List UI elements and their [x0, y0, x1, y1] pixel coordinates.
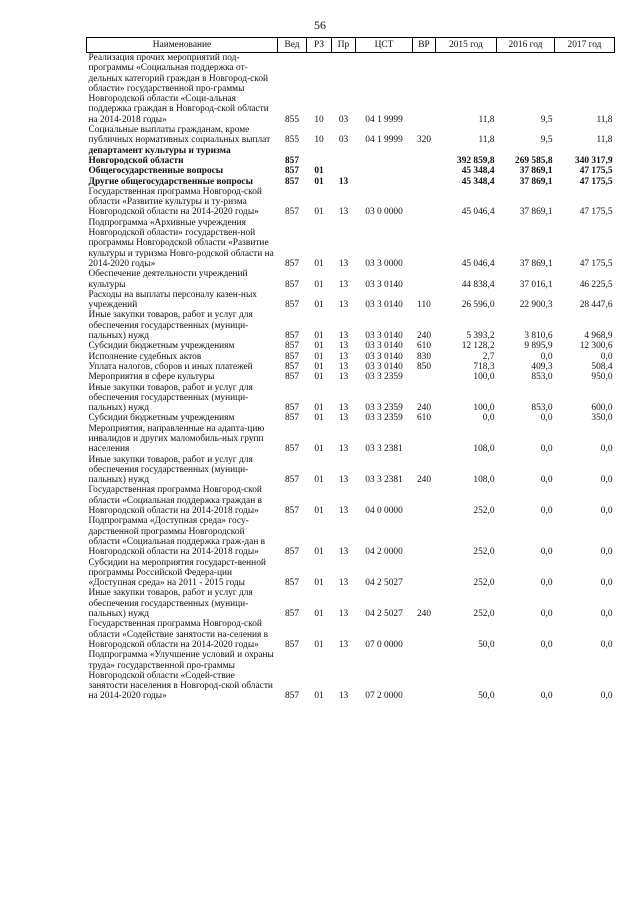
- cell-name: Подпрограмма «Улучшение условий и охраны труда» государственной про-граммы Новгородской области «Содей-ствие занятости населения в Новгород-ской области на 2014-2020 годы»: [88, 650, 274, 702]
- cell-2015: 45 348,4: [461, 176, 495, 187]
- cell-vr: [413, 619, 436, 650]
- cell-name: Общегосударственные вопросы: [88, 166, 224, 177]
- table-row: [87, 146, 615, 167]
- cell-vr: [413, 485, 436, 516]
- cell-ved: 857: [284, 547, 300, 558]
- cell-rz: 01: [314, 403, 324, 414]
- cell-cst: 03 3 2359: [365, 413, 403, 424]
- cell-ved: 857: [284, 361, 300, 372]
- cell-2017: 46 225,5: [579, 279, 613, 290]
- cell-2015: 108,0: [473, 475, 495, 486]
- cell-vr: [413, 650, 436, 701]
- table-row: [87, 588, 615, 619]
- cell-2015: 2,7: [482, 351, 495, 362]
- cell-2016: 37 016,1: [519, 279, 553, 290]
- table-row: [87, 341, 615, 351]
- cell-cst: 03 3 2359: [365, 403, 403, 414]
- cell-cst: 03 3 2359: [365, 372, 403, 383]
- cell-2017: 0,0: [600, 475, 613, 486]
- cell-name: Социальные выплаты гражданам, кроме публичных нормативных социальных выплат: [88, 125, 271, 146]
- cell-2017: 0,0: [600, 639, 613, 650]
- cell-ved: 857: [284, 372, 300, 383]
- cell-2016: 37 869,1: [519, 176, 553, 187]
- cell-rz: 01: [314, 372, 324, 383]
- cell-2016: 0,0: [540, 578, 553, 589]
- cell-2017: 0,0: [600, 691, 613, 702]
- cell-vr: [413, 166, 436, 176]
- cell-2015: 50,0: [478, 639, 495, 650]
- cell-cst: 07 0 0000: [365, 639, 403, 650]
- table-row: [87, 619, 615, 650]
- table-row: [87, 177, 615, 187]
- cell-rz: 01: [314, 691, 324, 702]
- cell-name: Расходы на выплаты персоналу казен-ных учреждений: [88, 289, 257, 311]
- cell-ved: 857: [284, 609, 300, 620]
- cell-vr: 110: [417, 300, 431, 311]
- table-row: [87, 187, 615, 218]
- cell-ved: 857: [284, 331, 300, 342]
- cell-2015: 100,0: [473, 372, 495, 383]
- cell-vr: 610: [416, 341, 432, 352]
- cell-2016: 9,5: [540, 135, 553, 146]
- cell-pr: 03: [338, 135, 349, 146]
- cell-rz: 01: [314, 300, 324, 311]
- table-row: [87, 485, 615, 516]
- cell-pr: 13: [338, 341, 349, 352]
- cell-2017: 11,8: [596, 114, 613, 125]
- cell-cst: [356, 166, 413, 176]
- cell-2017: 600,0: [591, 403, 613, 414]
- cell-pr: 13: [338, 475, 349, 486]
- cell-name: Реализация прочих мероприятий под-программы «Социальная поддержка от-дельных категорий граждан в Новгород-ской области» государственной про-граммы Новгородской области «Соци-альная поддержка граждан в Новгород-ской области на 2014-2018 годы»: [88, 53, 269, 125]
- cell-rz: 10: [314, 135, 324, 146]
- cell-vr: 240: [416, 609, 432, 620]
- cell-name: Обеспечение деятельности учреждений культуры: [88, 269, 248, 290]
- cell-name: Мероприятия, направленные на адапта-цию инвалидов и других маломобиль-ных групп населения: [88, 423, 265, 455]
- table-row: [87, 372, 615, 382]
- cell-rz: 01: [314, 361, 324, 372]
- cell-cst: 04 0 0000: [365, 506, 403, 517]
- cell-2016: 0,0: [540, 691, 553, 702]
- cell-2017: 0,0: [600, 444, 613, 455]
- col-header-pr: Пр: [332, 38, 356, 53]
- cell-rz: 01: [314, 166, 324, 177]
- cell-2015: 11,8: [478, 135, 495, 146]
- cell-name: Уплата налогов, сборов и иных платежей: [88, 361, 253, 372]
- cell-name: Субсидии бюджетным учреждениям: [88, 341, 235, 352]
- cell-pr: 13: [338, 691, 349, 702]
- page-number: 56: [314, 18, 326, 32]
- cell-2015: 252,0: [473, 609, 495, 620]
- cell-pr: 13: [338, 403, 349, 414]
- cell-2016: 409,3: [531, 361, 553, 372]
- cell-vr: [413, 218, 436, 269]
- cell-rz: 01: [314, 578, 324, 589]
- cell-rz: 01: [314, 176, 324, 187]
- col-header-rz: РЗ: [307, 38, 332, 53]
- table-row: [87, 558, 615, 589]
- cell-2016: 0,0: [540, 475, 553, 486]
- cell-cst: 04 2 0000: [365, 547, 403, 558]
- cell-ved: 857: [284, 258, 300, 269]
- cell-2015: 50,0: [478, 691, 495, 702]
- table-row: [87, 290, 615, 311]
- table-row: [87, 53, 615, 126]
- cell-name: Подпрограмма «Архивные учреждения Новгородской области» государствен-ной программы Новгородской области «Развитие культуры и туризма Новго-родской области на 2014-2020 годы»: [88, 217, 274, 269]
- cell-pr: 13: [338, 331, 349, 342]
- cell-rz: 01: [314, 475, 324, 486]
- cell-name: Подпрограмма «Доступная среда» госу-дарственной программы Новгородской области «Социальная поддержка граж-дан в Новгородской области на 2014-2018 годы»: [88, 516, 266, 558]
- cell-rz: 01: [314, 639, 324, 650]
- cell-name: Государственная программа Новгород-ской области «Содействие занятости на-селения в Новгородской области на 2014-2020 годы»: [88, 619, 269, 650]
- cell-cst: 03 3 2381: [365, 444, 403, 455]
- cell-ved: 857: [284, 166, 300, 177]
- cell-2015: 45 348,4: [461, 166, 495, 177]
- table-row: [87, 424, 615, 455]
- cell-ved: 857: [284, 341, 300, 352]
- cell-rz: [307, 146, 332, 167]
- cell-2015: 44 838,4: [461, 279, 495, 290]
- cell-name: Иные закупки товаров, работ и услуг для обеспечения государственных (муници-пальных) нужд: [88, 454, 253, 486]
- cell-name: Субсидии на мероприятия государст-венной программы Российской Федера-ции «Доступная среда» на 2011 - 2015 годы: [88, 557, 266, 589]
- cell-cst: 03 3 0140: [365, 331, 403, 342]
- cell-rz: 01: [314, 207, 324, 218]
- cell-name: Иные закупки товаров, работ и услуг для обеспечения государственных (муници-пальных) нужд: [88, 310, 253, 342]
- cell-cst: [356, 146, 413, 167]
- cell-2015: 108,0: [473, 444, 495, 455]
- cell-2016: 0,0: [540, 413, 553, 424]
- cell-cst: 03 3 0140: [365, 341, 403, 352]
- cell-name: департамент культуры и туризма Новгородской области: [88, 145, 231, 166]
- cell-2016: 0,0: [540, 639, 553, 650]
- cell-2017: 0,0: [600, 506, 613, 517]
- cell-2017: 0,0: [600, 609, 613, 620]
- cell-ved: 857: [284, 475, 300, 486]
- table-body: [87, 53, 615, 702]
- col-header-2016: 2016 год: [497, 38, 555, 53]
- cell-ved: 857: [284, 300, 300, 311]
- cell-vr: 610: [416, 413, 432, 424]
- cell-vr: 240: [416, 331, 432, 342]
- cell-cst: 03 3 2381: [365, 475, 403, 486]
- table-row: [87, 383, 615, 414]
- cell-ved: 857: [284, 176, 300, 187]
- cell-2016: 3 810,6: [524, 331, 553, 342]
- cell-name: Иные закупки товаров, работ и услуг для обеспечения государственных (муници-пальных) нужд: [88, 588, 253, 620]
- cell-rz: 01: [314, 331, 324, 342]
- cell-ved: 855: [284, 114, 300, 125]
- cell-ved: 857: [284, 506, 300, 517]
- table-row: [87, 310, 615, 341]
- cell-2017: 47 175,5: [579, 207, 613, 218]
- cell-vr: [413, 269, 436, 290]
- cell-cst: 03 3 0140: [365, 361, 403, 372]
- table-row: [87, 166, 615, 176]
- cell-pr: [332, 146, 356, 167]
- cell-2017: 28 447,6: [579, 300, 613, 311]
- cell-2016: 22 900,3: [519, 300, 553, 311]
- cell-vr: 830: [416, 351, 432, 362]
- cell-rz: 01: [314, 413, 324, 424]
- cell-2016: 0,0: [540, 444, 553, 455]
- col-header-2017: 2017 год: [555, 38, 615, 53]
- table-row: [87, 650, 615, 701]
- cell-cst: 03 3 0000: [365, 258, 403, 269]
- cell-2015: 45 046,4: [461, 258, 495, 269]
- cell-2016: 853,0: [531, 403, 553, 414]
- cell-2015: 5 393,2: [466, 331, 495, 342]
- cell-rz: 01: [314, 341, 324, 352]
- table-row: [87, 125, 615, 146]
- cell-rz: 01: [314, 351, 324, 362]
- cell-2017: 47 175,5: [579, 258, 613, 269]
- cell-vr: [413, 558, 436, 589]
- cell-vr: [413, 372, 436, 382]
- cell-pr: [332, 166, 356, 176]
- cell-rz: 10: [314, 114, 324, 125]
- cell-vr: 850: [416, 361, 432, 372]
- cell-2015: 252,0: [473, 506, 495, 517]
- cell-pr: 13: [338, 351, 349, 362]
- cell-vr: [413, 187, 436, 218]
- cell-2017: 0,0: [600, 578, 613, 589]
- cell-vr: [413, 177, 436, 187]
- cell-2016: 37 869,1: [519, 207, 553, 218]
- cell-ved: 857: [284, 403, 300, 414]
- table-row: [87, 413, 615, 423]
- cell-ved: 857: [284, 207, 300, 218]
- cell-2016: 9,5: [540, 114, 553, 125]
- cell-vr: 240: [416, 403, 432, 414]
- table-row: [87, 362, 615, 372]
- cell-rz: 01: [314, 258, 324, 269]
- cell-2016: 9 895,9: [524, 341, 553, 352]
- cell-2017: 4 968,9: [584, 331, 613, 342]
- cell-cst: 03 3 0140: [365, 351, 403, 362]
- cell-2017: 340 317,9: [575, 155, 613, 166]
- cell-pr: 13: [338, 279, 349, 290]
- table-row: [87, 455, 615, 486]
- cell-ved: 857: [284, 279, 300, 290]
- cell-2017: 0,0: [600, 351, 613, 362]
- cell-pr: 13: [338, 506, 349, 517]
- table-row: [87, 218, 615, 269]
- table-row: [87, 516, 615, 557]
- cell-pr: 13: [338, 547, 349, 558]
- cell-pr: 13: [338, 372, 349, 383]
- cell-2015: 0,0: [482, 413, 495, 424]
- cell-2017: 47 175,5: [579, 176, 613, 187]
- cell-2015: 11,8: [478, 114, 495, 125]
- cell-name: Исполнение судебных актов: [88, 351, 202, 362]
- cell-2016: 0,0: [540, 609, 553, 620]
- cell-2017: 950,0: [591, 372, 613, 383]
- table-header: [87, 38, 615, 53]
- cell-2015: 718,3: [473, 361, 495, 372]
- cell-2017: 47 175,5: [579, 166, 613, 177]
- cell-pr: 13: [338, 207, 349, 218]
- cell-pr: 13: [338, 609, 349, 620]
- cell-ved: 855: [284, 135, 300, 146]
- cell-pr: 13: [338, 300, 349, 311]
- cell-cst: [356, 177, 413, 187]
- cell-pr: 13: [338, 176, 349, 187]
- cell-name: Мероприятия в сфере культуры: [88, 372, 215, 383]
- cell-vr: [413, 53, 436, 126]
- cell-2015: 45 046,4: [461, 207, 495, 218]
- cell-2015: 12 128,2: [461, 341, 495, 352]
- table-row: [87, 269, 615, 290]
- cell-2017: 11,8: [596, 135, 613, 146]
- cell-ved: 857: [284, 444, 300, 455]
- cell-ved: 857: [284, 639, 300, 650]
- cell-pr: 13: [338, 444, 349, 455]
- cell-2015: 252,0: [473, 547, 495, 558]
- cell-name: Иные закупки товаров, работ и услуг для обеспечения государственных (муници-пальных) нужд: [88, 382, 253, 414]
- cell-cst: 04 1 9999: [365, 135, 403, 146]
- cell-vr: [413, 146, 436, 167]
- cell-cst: 04 2 5027: [365, 609, 403, 620]
- cell-rz: 01: [314, 547, 324, 558]
- cell-cst: 03 0 0000: [365, 207, 403, 218]
- col-header-2015: 2015 год: [436, 38, 497, 53]
- cell-pr: 13: [338, 258, 349, 269]
- cell-cst: 04 1 9999: [365, 114, 403, 125]
- col-header-name: Наименование: [87, 38, 278, 53]
- cell-cst: 03 3 0140: [365, 279, 403, 290]
- cell-name: Государственная программа Новгород-ской области «Социальная поддержка граждан в Новгородской области на 2014-2018 годы»: [88, 485, 262, 517]
- col-header-vr: ВР: [413, 38, 436, 53]
- cell-vr: [413, 424, 436, 455]
- cell-2015: 392 859,8: [457, 155, 495, 166]
- col-header-ved: Вед: [278, 38, 307, 53]
- cell-2015: 26 596,0: [461, 300, 495, 311]
- cell-2017: 350,0: [591, 413, 613, 424]
- cell-rz: 01: [314, 279, 324, 290]
- cell-pr: 13: [338, 361, 349, 372]
- cell-ved: 857: [284, 578, 300, 589]
- cell-2016: 0,0: [540, 547, 553, 558]
- cell-pr: 13: [338, 578, 349, 589]
- cell-pr: 13: [338, 413, 349, 424]
- cell-cst: 07 2 0000: [365, 691, 403, 702]
- cell-2016: 0,0: [540, 506, 553, 517]
- cell-vr: [413, 516, 436, 557]
- cell-cst: 04 2 5027: [365, 578, 403, 589]
- cell-name: Государственная программа Новгород-ской области «Развитие культуры и ту-ризма Новгородской области на 2014-2020 годы»: [88, 186, 262, 218]
- cell-2017: 12 300,6: [579, 341, 613, 352]
- cell-2015: 252,0: [473, 578, 495, 589]
- cell-rz: 01: [314, 506, 324, 517]
- cell-ved: 857: [284, 155, 300, 166]
- cell-2016: 269 585,8: [515, 155, 553, 166]
- col-header-cst: ЦСТ: [356, 38, 413, 53]
- cell-2016: 37 869,1: [519, 166, 553, 177]
- cell-2016: 37 869,1: [519, 258, 553, 269]
- cell-2017: 508,4: [591, 361, 613, 372]
- cell-ved: 857: [284, 351, 300, 362]
- cell-2016: 0,0: [540, 351, 553, 362]
- cell-2017: 0,0: [600, 547, 613, 558]
- cell-vr: 320: [416, 135, 432, 146]
- cell-ved: 857: [284, 691, 300, 702]
- cell-cst: 03 3 0140: [365, 300, 403, 311]
- cell-pr: 13: [338, 639, 349, 650]
- cell-name: Субсидии бюджетным учреждениям: [88, 413, 235, 424]
- budget-table: [86, 37, 615, 702]
- cell-name: Другие общегосударственные вопросы: [88, 176, 253, 187]
- cell-rz: 01: [314, 609, 324, 620]
- cell-rz: 01: [314, 444, 324, 455]
- cell-vr: 240: [416, 475, 432, 486]
- cell-pr: 03: [338, 114, 349, 125]
- cell-2016: 853,0: [531, 372, 553, 383]
- cell-ved: 857: [284, 413, 300, 424]
- table-row: [87, 352, 615, 362]
- cell-2015: 100,0: [473, 403, 495, 414]
